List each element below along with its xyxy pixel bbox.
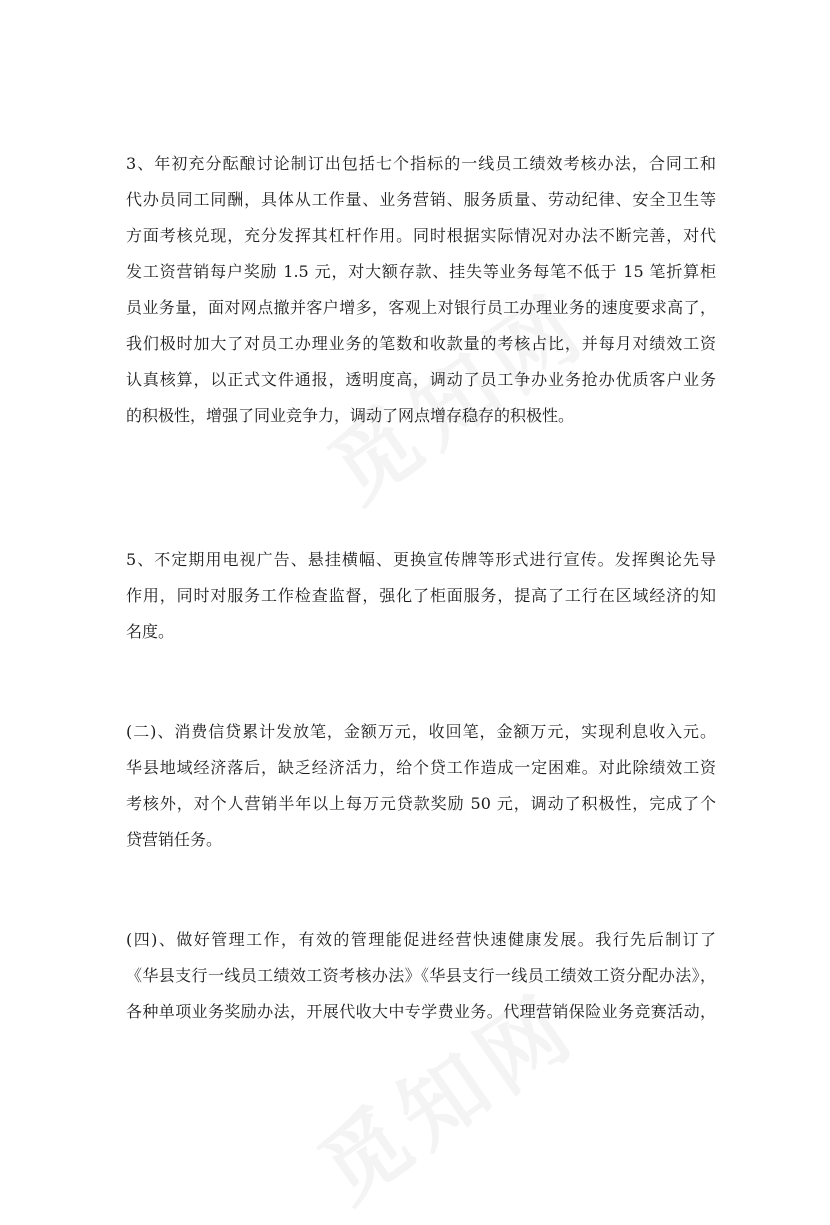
paragraph-line: 的积极性，增强了同业竞争力，调动了网点增存稳存的积极性。 (126, 406, 575, 425)
paragraph-line: 《华县支行一线员工绩效工资考核办法》《华县支行一线员工绩效工资分配办法》， (126, 966, 716, 985)
paragraph-line: 5、不定期用电视广告、悬挂横幅、更换宣传牌等形式进行宣传。发挥舆论先导 (126, 550, 716, 569)
paragraph-advertising (126, 542, 716, 650)
paragraph-management (126, 922, 716, 1030)
paragraph-line: 员业务量，面对网点撤并客户增多，客观上对银行员工办理业务的速度要求高了， (126, 298, 716, 317)
paragraph-line: (四)、做好管理工作，有效的管理能促进经营快速健康发展。我行先后制订了 (126, 930, 716, 949)
paragraph-line: 认真核算，以正式文件通报，透明度高，调动了员工争办业务抢办优质客户业务 (126, 370, 716, 389)
paragraph-line: 各种单项业务奖励办法，开展代收大中专学费业务。代理营销保险业务竞赛活动， (126, 1002, 716, 1021)
paragraph-line: (二)、消费信贷累计发放笔，金额万元，收回笔，金额万元，实现利息收入元。 (126, 722, 716, 741)
paragraph-line: 代办员同工同酬，具体从工作量、业务营销、服务质量、劳动纪律、安全卫生等 (126, 190, 716, 209)
paragraph-line: 作用，同时对服务工作检查监督，强化了柜面服务，提高了工行在区域经济的知 (126, 586, 716, 605)
paragraph-line: 3、年初充分酝酿讨论制订出包括七个指标的一线员工绩效考核办法，合同工和 (126, 154, 716, 173)
paragraph-line: 发工资营销每户奖励 1.5 元，对大额存款、挂失等业务每笔不低于 15 笔折算柜 (126, 262, 716, 281)
paragraph-line: 方面考核兑现，充分发挥其杠杆作用。同时根据实际情况对办法不断完善，对代 (126, 226, 716, 245)
paragraph-line: 华县地域经济落后，缺乏经济活力，给个贷工作造成一定困难。对此除绩效工资 (126, 758, 716, 777)
paragraph-line: 贷营销任务。 (126, 830, 223, 849)
paragraph-consumer-credit (126, 714, 716, 858)
paragraph-performance-assessment (126, 146, 716, 434)
paragraph-line: 我们极时加大了对员工办理业务的笔数和收款量的考核占比，并每月对绩效工资 (126, 334, 716, 353)
paragraph-line: 名度。 (126, 622, 175, 641)
paragraph-line: 考核外，对个人营销半年以上每万元贷款奖励 50 元，调动了积极性，完成了个 (126, 794, 716, 813)
